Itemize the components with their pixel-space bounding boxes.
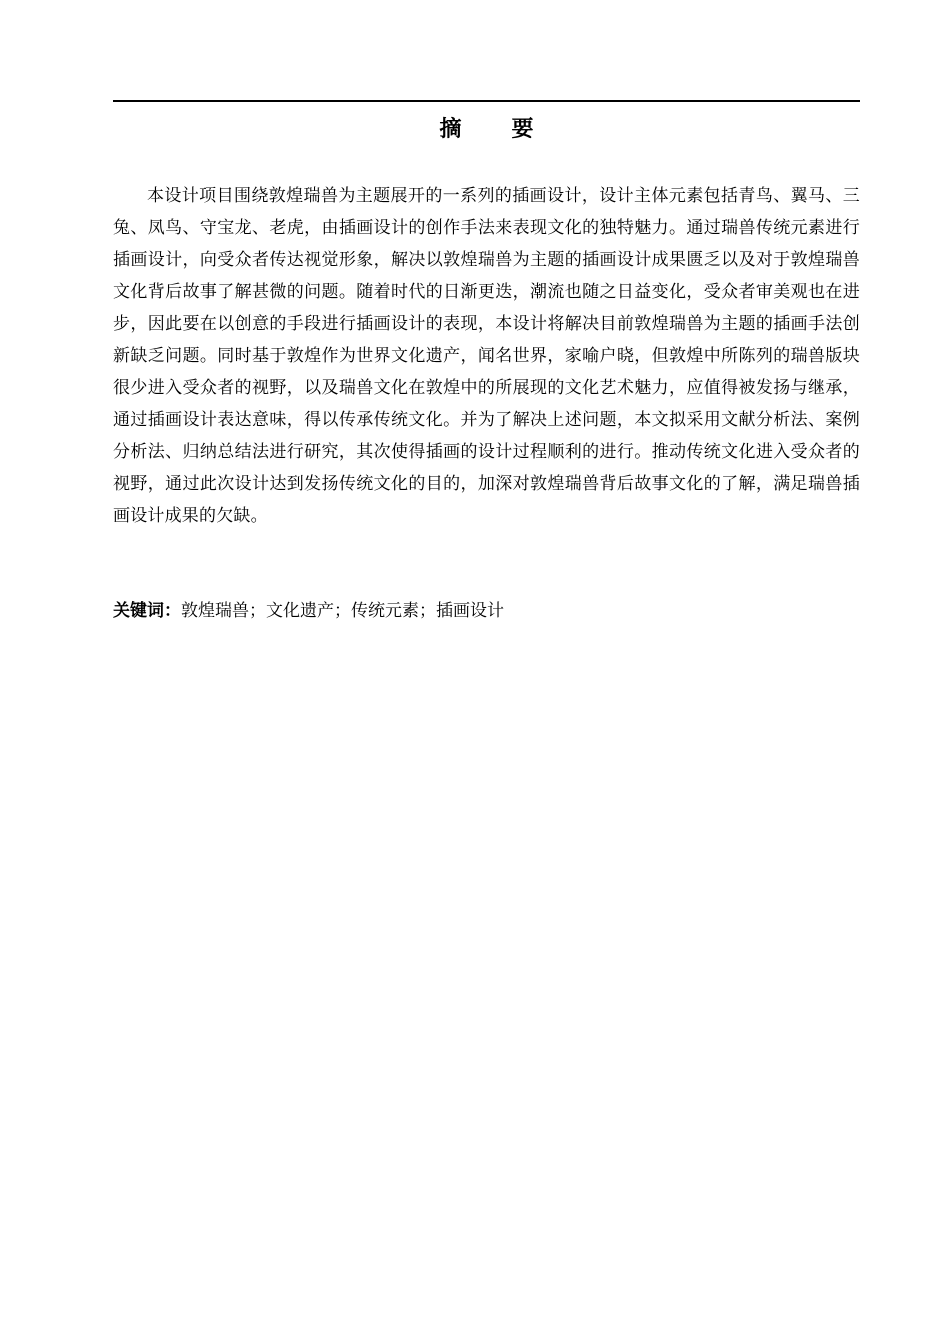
keywords-line (113, 596, 860, 626)
keywords-value: 敦煌瑞兽；文化遗产；传统元素；插画设计 (181, 601, 504, 621)
header-rule (113, 100, 860, 102)
title-char-left: 摘 (439, 117, 462, 142)
keywords-label: 关键词： (113, 601, 181, 621)
abstract-paragraph: 本设计项目围绕敦煌瑞兽为主题展开的一系列的插画设计，设计主体元素包括青鸟、翼马、三兔、凤鸟、守宝龙、老虎，由插画设计的创作手法来表现文化的独特魅力。通过瑞兽传统元素进行插画设计，向受众者传达视觉形象，解决以敦煌瑞兽为主题的插画设计成果匮乏以及对于敦煌瑞兽文化背后故事了解甚微的问题。随着时代的日渐更迭，潮流也随之日益变化，受众者审美观也在进步，因此要在以创意的手段进行插画设计的表现，本设计将解决目前敦煌瑞兽为主题的插画手法创新缺乏问题。同时基于敦煌作为世界文化遗产，闻名世界，家喻户晓，但敦煌中所陈列的瑞兽版块很少进入受众者的视野，以及瑞兽文化在敦煌中的所展现的文化艺术魅力，应值得被发扬与继承，通过插画设计表达意味，得以传承传统文化。并为了解决上述问题，本文拟采用文献分析法、案例分析法、归纳总结法进行研究，其次使得插画的设计过程顺利的进行。推动传统文化进入受众者的视野，通过此次设计达到发扬传统文化的目的，加深对敦煌瑞兽背后故事文化的了解，满足瑞兽插画设计成果的欠缺。 (113, 186, 860, 526)
title-char-right: 要 (511, 117, 534, 142)
page-title (113, 114, 860, 146)
